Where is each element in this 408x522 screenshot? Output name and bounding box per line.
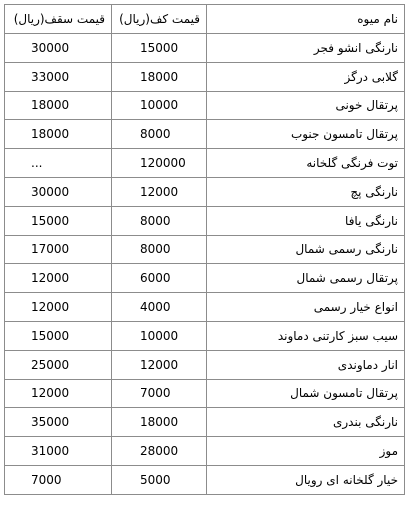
header-fruit-name: نام میوه (207, 5, 405, 34)
fruit-name-cell: نارنگی بندری (207, 408, 405, 437)
table-row (5, 120, 405, 149)
header-min-price: قیمت کف(ریال) (112, 5, 207, 34)
table-row (5, 264, 405, 293)
fruit-name-cell: پرتقال تامسون شمال (207, 379, 405, 408)
min-price-cell: 8000 (112, 120, 207, 149)
max-price-cell: 18000 (5, 120, 112, 149)
table-row (5, 91, 405, 120)
fruit-name-cell: پرتقال تامسون جنوب (207, 120, 405, 149)
max-price-cell: 30000 (5, 177, 112, 206)
min-price-cell: 8000 (112, 235, 207, 264)
fruit-name-cell: پرتقال خونی (207, 91, 405, 120)
min-price-cell: 4000 (112, 293, 207, 322)
table-row (5, 437, 405, 466)
fruit-name-cell: موز (207, 437, 405, 466)
fruit-name-cell: خیار گلخانه ای رویال (207, 465, 405, 494)
max-price-cell: 30000 (5, 34, 112, 63)
min-price-cell: 6000 (112, 264, 207, 293)
fruit-name-cell: سیب سبز کارتنی دماوند (207, 321, 405, 350)
fruit-price-table (4, 4, 405, 495)
fruit-name-cell: نارنگی پچ (207, 177, 405, 206)
fruit-name-cell: پرتقال رسمی شمال (207, 264, 405, 293)
min-price-cell: 10000 (112, 91, 207, 120)
max-price-cell: 35000 (5, 408, 112, 437)
fruit-name-cell: گلابی درگز (207, 62, 405, 91)
max-price-cell: 33000 (5, 62, 112, 91)
max-price-cell: 17000 (5, 235, 112, 264)
fruit-name-cell: نارنگی رسمی شمال (207, 235, 405, 264)
max-price-cell: 31000 (5, 437, 112, 466)
table-row (5, 379, 405, 408)
min-price-cell: 7000 (112, 379, 207, 408)
max-price-cell: 7000 (5, 465, 112, 494)
max-price-cell: 12000 (5, 379, 112, 408)
max-price-cell: 18000 (5, 91, 112, 120)
min-price-cell: 120000 (112, 149, 207, 178)
max-price-cell: 15000 (5, 206, 112, 235)
price-table-body (5, 5, 405, 495)
table-row (5, 206, 405, 235)
max-price-cell: 12000 (5, 293, 112, 322)
table-row (5, 350, 405, 379)
fruit-name-cell: نارنگی یافا (207, 206, 405, 235)
fruit-name-cell: نارنگی انشو فجر (207, 34, 405, 63)
table-row (5, 149, 405, 178)
min-price-cell: 12000 (112, 177, 207, 206)
table-row (5, 293, 405, 322)
header-max-price: قیمت سقف(ریال) (5, 5, 112, 34)
fruit-name-cell: انار دماوندی (207, 350, 405, 379)
fruit-name-cell: انواع خیار رسمی (207, 293, 405, 322)
max-price-cell: 25000 (5, 350, 112, 379)
min-price-cell: 10000 (112, 321, 207, 350)
table-row (5, 408, 405, 437)
table-row (5, 62, 405, 91)
table-row (5, 465, 405, 494)
fruit-name-cell: توت فرنگی گلخانه (207, 149, 405, 178)
table-row (5, 177, 405, 206)
max-price-cell: ... (5, 149, 112, 178)
table-row (5, 321, 405, 350)
table-header-row (5, 5, 405, 34)
min-price-cell: 15000 (112, 34, 207, 63)
max-price-cell: 12000 (5, 264, 112, 293)
min-price-cell: 18000 (112, 62, 207, 91)
min-price-cell: 28000 (112, 437, 207, 466)
table-row (5, 235, 405, 264)
min-price-cell: 8000 (112, 206, 207, 235)
min-price-cell: 5000 (112, 465, 207, 494)
max-price-cell: 15000 (5, 321, 112, 350)
table-row (5, 34, 405, 63)
min-price-cell: 12000 (112, 350, 207, 379)
min-price-cell: 18000 (112, 408, 207, 437)
